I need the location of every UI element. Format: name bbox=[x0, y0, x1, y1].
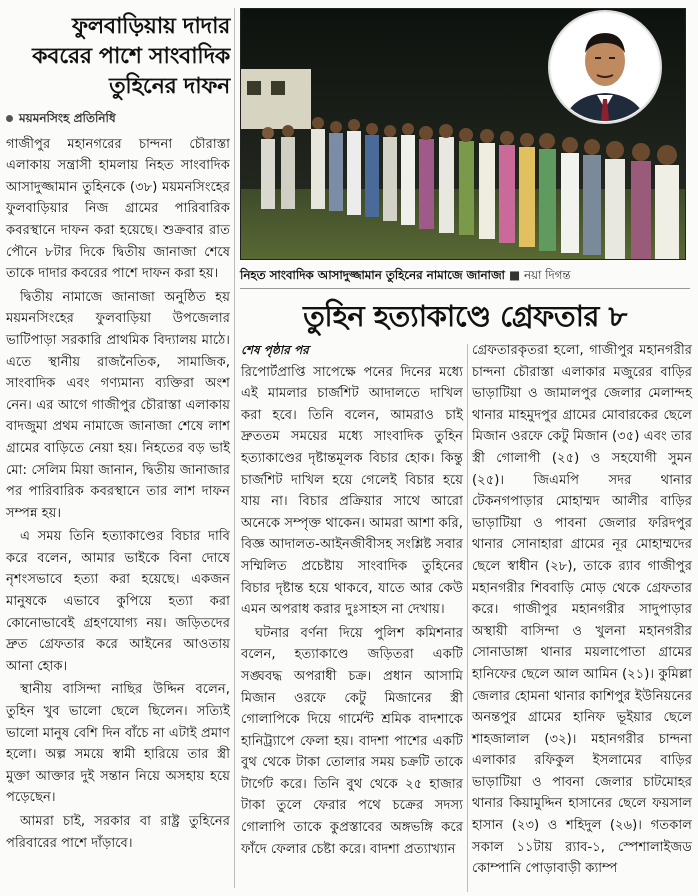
funeral-photo bbox=[240, 8, 686, 260]
caption-rule bbox=[240, 288, 690, 289]
caption-text: নিহত সাংবাদিক আসাদুজ্জামান তুহিনের নামাজে জানাজা bbox=[240, 268, 505, 282]
main-paragraph: ঘটনার বর্ণনা দিয়ে পুলিশ কমিশনার বলেন, হত্যাকাণ্ডে জড়িতরা একটি সঙ্ঘবদ্ধ অপরাধী চক্র। প্রধান আসামি মিজান ওরফে কেটু মিজানের স্ত্রী গোলাপিকে দিয়ে গার্মেন্ট শ্রমিক বাদশাকে হানিট্র্যাপে ফেলা হয়। বাদশা পাশের একটি বুথ থেকে টাকা তোলার সময় চক্রটি তাকে টার্গেট করে। তিনি বুথ থেকে ২৫ হাজার টাকা তুলে ফেরার পথে চক্রের সদস্য গোলাপি তাকে কুপ্রস্তাবের অঙ্গভঙ্গি করে ফাঁদে ফেলার চেষ্টা করে। বাদশা প্রত্যাখ্যান bbox=[241, 625, 463, 857]
left-article bbox=[6, 12, 230, 856]
column-divider bbox=[234, 8, 235, 888]
byline bbox=[6, 108, 230, 130]
left-paragraph: দ্বিতীয় নামাজে জানাজা অনুষ্ঠিত হয় ময়মনসিংহের ফুলবাড়িয়া উপজেলার ভাটিপাড়া সরকারি প্রাথমিক বিদ্যালয় মাঠে। এতে স্থানীয় রাজনৈতিক, সামাজিক, সাংবাদিক এবং গণ্যমান্য ব্যক্তিরা অংশ নেন। এর আগে গাজীপুর চৌরাস্তা এলাকায় বাদজুমা প্রথম নামাজে জানাজা শেষে লাশ গ্রামের বাড়িতে নেয়া হয়। নিহতের বড় ভাই মো: সেলিম মিয়া জানান, দ্বিতীয় জানাজার পর পারিবারিক কবরস্থানে তার লাশ দাফন সম্পন্ন হয়। bbox=[6, 289, 230, 521]
main-article-middle-column bbox=[241, 340, 463, 862]
main-article-right-column bbox=[472, 340, 692, 882]
byline-text: ময়মনসিংহ প্রতিনিধি bbox=[19, 111, 116, 125]
portrait-inset bbox=[549, 11, 661, 123]
left-paragraph: স্থানীয় বাসিন্দা নাছির উদ্দিন বলেন, তুহিন খুব ভালো ছেলে ছিলেন। সত্যিই ভালো মানুষ বেশি দিন বাঁচে না এটাই প্রমাণ হলো। অল্প সময়ে স্বামী হারিয়ে তার স্ত্রী মুক্তা আক্তার দুই সন্তান নিয়ে অসহায় হয়ে পড়েছেন। bbox=[6, 682, 230, 806]
main-paragraph: গ্রেফতারকৃতরা হলো, গাজীপুর মহানগরীর চান্দনা চৌরাস্তা এলাকার মজুরের বাড়ির ভাড়াটিয়া ও জামালপুর জেলার মেলান্দহ থানার মাহমুদপুর গ্রামের মোবারকের ছেলে মিজান ওরফে কেটু মিজান (৩৫) এবং তার স্ত্রী গোলাপী (২৫) ও সহযোগী সুমন (২৫)। জিএমপি সদর থানার টেকনগপাড়ার মোহাম্মদ আলীর বাড়ির ভাড়াটিয়া ও পাবনা জেলার ফরিদপুর থানার সোনাহারা গ্রামের নূর মোহাম্মদের ছেলে স্বাধীন (২৮), তাকে র‌্যাব গাজীপুর মহানগরীর শিববাড়ি মোড় থেকে গ্রেফতার করে। গাজীপুর মহানগরীর সাদুপাড়ার অস্থায়ী বাসিন্দা ও খুলনা মহানগরীর সোনাডাঙ্গা থানার ময়লাপোতা গ্রামের হানিফের ছেলে আল আমিন (২১)। কুমিল্লা জেলার হোমনা থানার কাশিপুর ইউনিয়নের অনন্তপুর গ্রামের হানিফ ভূইয়ার ছেলে শাহজালাল (৩২)। মহানগরীর চান্দনা এলাকার রফিকুল ইসলামের বাড়ির ভাড়াটিয়া ও পাবনা জেলার চাটমোহর থানার কিয়ামুদ্দিন হাসানের ছেলে ফয়সাল হাসান (২৩) ও শহিদুল (২৬)। গতকাল সকাল ১১টায় র‌্যাব-১, স্পেশালাইজড কোম্পানি পোড়াবাড়ী ক্যাম্প bbox=[472, 343, 692, 877]
column-divider bbox=[467, 344, 468, 892]
photo-source: নয়া দিগন্ত bbox=[523, 268, 571, 282]
caption-separator: ■ bbox=[509, 268, 524, 282]
left-article-headline: ফুলবাড়িয়ায় দাদার কবরের পাশে সাংবাদিক তুহিনের দাফন bbox=[32, 14, 230, 99]
photo-caption bbox=[240, 266, 690, 284]
left-paragraph: আমরা চাই, সরকার বা রাষ্ট্র তুহিনের পরিবারের পাশে দাঁড়াবে। bbox=[6, 814, 230, 851]
left-paragraph: এ সময় তিনি হত্যাকাণ্ডের বিচার দাবি করে বলেন, আমার ভাইকে বিনা দোষে নৃশংসভাবে হত্যা করা হয়েছে। একজন মানুষকে এভাবে কুপিয়ে হত্যা করা কোনোভাবেই গ্রহণযোগ্য নয়। জড়িতদের দ্রুত গ্রেফতার করে আইনের আওতায় আনা হোক। bbox=[6, 529, 230, 674]
continued-label: শেষ পৃষ্ঠার পর bbox=[241, 343, 309, 357]
funeral-crowd-illustration bbox=[241, 9, 686, 260]
bullet-icon bbox=[6, 115, 13, 122]
main-paragraph: রিপোর্টপ্রাপ্তি সাপেক্ষে পনের দিনের মধ্যে এই মামলার চার্জশিট আদালতে দাখিল করা হবে। তিনি বলেন, আমরাও চাই দ্রুততম সময়ের মধ্যে সাংবাদিক তুহিন হত্যাকাণ্ডের দৃষ্টান্তমূলক বিচার হোক। কিন্তু চার্জশিট দাখিল হয়ে গেলেই বিচার হয়ে যায় না। বিচার প্রক্রিয়ার সাথে আরো অনেকে সম্পৃক্ত থাকেন। আমরা আশা করি, বিজ্ঞ আদালত-আইনজীবীসহ সংশ্লিষ্ট সবার সম্মিলিত প্রচেষ্টায় সাংবাদিক তুহিনের বিচার দৃষ্টান্ত হয়ে থাকবে, যাতে আর কেউ এমন অপরাধ করার দুঃসাহস না দেখায়। bbox=[241, 364, 463, 618]
main-headline: তুহিন হত্যাকাণ্ডে গ্রেফতার ৮ bbox=[303, 299, 627, 333]
left-paragraph: গাজীপুর মহানগরের চান্দনা চৌরাস্তা এলাকায় সন্ত্রাসী হামলায় নিহত সাংবাদিক আসাদুজ্জামান তুহিনকে (৩৮) ময়মনসিংহের ফুলবাড়িয়ার নিজ গ্রামের পারিবারিক কবরস্থানে দাফন করা হয়েছে। শুক্রবার রাত পৌনে ৮টার দিকে দ্বিতীয় জানাজা শেষে তাকে দাদার কবরের পাশে দাফন করা হয়। bbox=[6, 136, 230, 282]
